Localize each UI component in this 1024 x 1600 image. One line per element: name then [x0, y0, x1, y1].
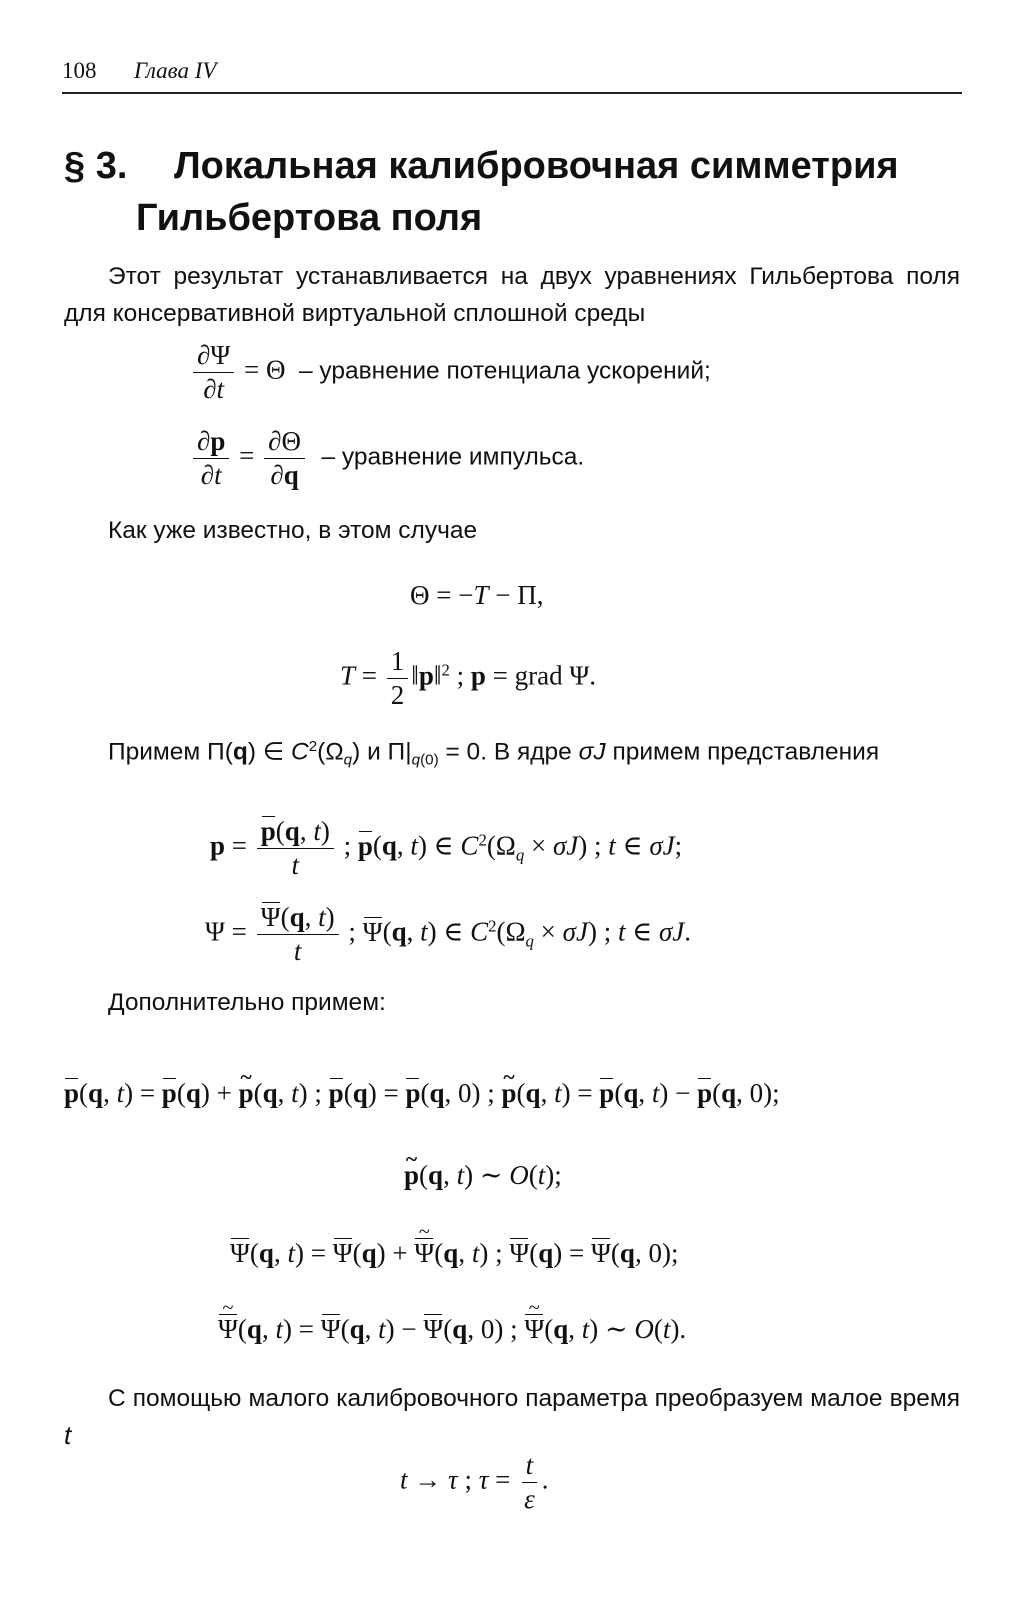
equation-p-rep: p = $\frac{p(q, t)}{t}$ ; p(q, t) ∈ $C^2(\Omega_q \times \sigma J)$ ; t ∈ σJ;: [210, 816, 683, 880]
assume-text-1: Примем: [108, 738, 201, 766]
equation-psi-rep: Ψ = $\frac{\Psi(q, t)}{t}$ ; Ψ(q, t) ∈ $C^2(\Omega_q \times \sigma J)$ ; t ∈ σJ.: [205, 902, 692, 966]
equation-time-scale: t → τ ; τ = $\frac{t}{\varepsilon}$ .: [400, 1450, 549, 1514]
intro-text: Этот результат устанавливается на двух уравнениях Гильбертова поля для консервативной виртуальной сплошной среды: [64, 263, 960, 327]
eq1-caption: – уравнение потенциала ускорений;: [299, 357, 711, 385]
known-paragraph: [108, 512, 960, 549]
gauge-paragraph: С помощью малого калибровочного параметра преобразуем малое время t: [64, 1385, 960, 1450]
gauge-text: С помощью малого калибровочного параметра преобразуем малое время: [108, 1385, 960, 1412]
section-number: § 3.: [64, 145, 128, 187]
assume-text-2: и: [367, 738, 381, 766]
equation-p-order: ~ p(q, t) ∼ O(t);: [404, 1162, 562, 1189]
equation-psi-split: Ψ(q, t) = Ψ(q) + ~ Ψ(q, t) ; Ψ(q) = Ψ(q, 0);: [230, 1240, 678, 1267]
equation-p-split: p(q, t) = p(q) + ~ p(q, t) ; p(q) = p(q, 0) ; ~ p(q, t) = p(q, t) − p(q, 0);: [64, 1080, 780, 1107]
page-number: 108: [62, 58, 97, 83]
known-text: Как уже известно, в этом случае: [108, 517, 478, 544]
equation-potential: $\frac{\partial\Psi}{\partial t}$ = Θ – уравнение потенциала ускорений;: [190, 342, 711, 403]
equation-momentum: $\frac{\partial p}{\partial t}$ = $\frac{\partial\Theta}{\partial q}$ – уравнение импульса.: [190, 428, 584, 489]
eq2-caption: – уравнение импульса.: [321, 443, 585, 471]
assume-text-3: . В ядре: [480, 738, 572, 766]
section-title-line1: Локальная калибровочная симметрия: [174, 145, 899, 187]
equation-kinetic: T = $\frac{1}{2}$ ‖p‖$^2$ ; p = grad Ψ.: [340, 646, 597, 710]
equation-theta: Θ = −T − Π,: [410, 580, 544, 610]
intro-paragraph: [64, 258, 960, 332]
chapter-title: Глава IV: [134, 58, 217, 83]
running-head: [62, 52, 962, 94]
section-title-line2: Гильбертова поля: [136, 197, 483, 239]
equation-psi-tilde: ~ Ψ(q, t) = Ψ(q, t) − Ψ(q, 0) ; ~ Ψ(q, t) ∼ O(t).: [218, 1316, 686, 1343]
additionally-paragraph: [108, 984, 960, 1021]
assume-text-4: примем представления: [612, 738, 880, 766]
assume-paragraph: Примем Π(q) ∈ $C^2(\Omega_q)$ и $\Pi|_{q(0)} = 0$. В ядре σJ примем представления: [108, 738, 880, 769]
additionally-text: Дополнительно примем:: [108, 989, 386, 1016]
